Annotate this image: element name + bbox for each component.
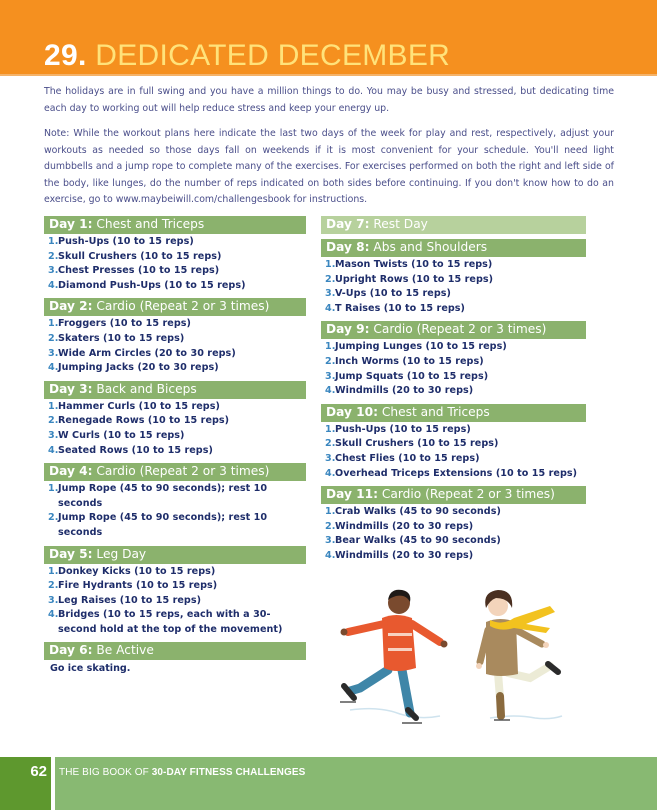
day-header: Day 2: Cardio (Repeat 2 or 3 times): [44, 298, 306, 316]
day-3-section: [44, 381, 306, 458]
exercise-item: 1. Mason Twists (10 to 15 reps): [325, 259, 493, 270]
exercise-item: 1. Push-Ups (10 to 15 reps): [325, 423, 471, 435]
exercise-item: 2. Windmills (20 to 30 reps): [325, 520, 474, 532]
ice-skaters-illustration: [330, 578, 570, 728]
exercise-item: 4. Bridges (10 to 15 reps, each with a 30-second hold at the top of the movement): [48, 609, 283, 635]
exercise-item: 2. Upright Rows (10 to 15 reps): [325, 273, 494, 285]
exercise-item: 2. Fire Hydrants (10 to 15 reps): [48, 580, 218, 592]
exercise-list: [44, 316, 306, 375]
exercise-item: 1. Crab Walks (45 to 90 seconds): [325, 506, 501, 518]
exercise-item: 2. Skull Crushers (10 to 15 reps): [48, 250, 222, 262]
exercise-item: 1. Jump Rope (45 to 90 seconds); rest 10 seconds: [48, 483, 268, 509]
exercise-item: 4. Windmills (20 to 30 reps): [325, 385, 474, 397]
exercise-item: 2. Skull Crushers (10 to 15 reps): [325, 438, 499, 450]
exercise-item: 4. Windmills (20 to 30 reps): [325, 549, 474, 561]
exercise-item: 2. Jump Rope (45 to 90 seconds); rest 10 seconds: [48, 512, 268, 538]
day-11-section: [321, 486, 586, 563]
exercise-item: 1. Push-Ups (10 to 15 reps): [48, 236, 194, 247]
page-title: [44, 38, 450, 74]
exercise-item: 2. Inch Worms (10 to 15 reps): [325, 355, 484, 367]
header-rule: [0, 74, 657, 76]
skater-man: [340, 590, 448, 723]
exercise-list: [321, 339, 586, 398]
exercise-item: 4. Jumping Jacks (20 to 30 reps): [48, 362, 219, 374]
exercise-item: 3. Chest Presses (10 to 15 reps): [48, 265, 220, 277]
day-10-section: [321, 404, 586, 481]
day-7-section: [321, 216, 586, 234]
day-4-section: [44, 463, 306, 540]
day-9-section: [321, 321, 586, 398]
exercise-item: 3. Chest Flies (10 to 15 reps): [325, 452, 480, 464]
day-1-section: [44, 216, 306, 293]
exercise-list: [44, 234, 306, 293]
footer-band: [55, 757, 657, 810]
challenge-number: 29.: [44, 39, 87, 72]
intro-text: [44, 84, 614, 218]
exercise-item: 1. Froggers (10 to 15 reps): [48, 318, 191, 330]
day-8-section: [321, 239, 586, 316]
exercise-list: [321, 257, 586, 316]
day-5-section: [44, 546, 306, 638]
exercise-list: [44, 399, 306, 458]
exercise-item: 3. V-Ups (10 to 15 reps): [325, 288, 451, 300]
exercise-item: 3. Wide Arm Circles (20 to 30 reps): [48, 347, 236, 359]
exercise-item: 2. Skaters (10 to 15 reps): [48, 332, 185, 344]
day-header: Day 11: Cardio (Repeat 2 or 3 times): [321, 486, 586, 504]
page-footer: [0, 757, 657, 810]
exercise-item: 3. Leg Raises (10 to 15 reps): [48, 594, 202, 606]
exercise-item: 3. Jump Squats (10 to 15 reps): [325, 370, 489, 382]
skater-woman: [476, 590, 558, 720]
exercise-item: 1. Donkey Kicks (10 to 15 reps): [48, 565, 216, 577]
exercise-list: [44, 481, 306, 540]
exercise-item: 4. Diamond Push-Ups (10 to 15 reps): [48, 279, 246, 291]
exercise-item: 4. Seated Rows (10 to 15 reps): [48, 444, 213, 456]
exercise-item: 3. W Curls (10 to 15 reps): [48, 429, 185, 441]
left-column: [44, 216, 306, 681]
day-6-section: [44, 642, 306, 676]
day-header: Day 4: Cardio (Repeat 2 or 3 times): [44, 463, 306, 481]
challenge-title: DEDICATED DECEMBER: [95, 39, 451, 72]
exercise-list: [44, 564, 306, 638]
exercise-item: 2. Renegade Rows (10 to 15 reps): [48, 415, 230, 427]
exercise-list: [321, 504, 586, 563]
day-header: Day 1: Chest and Triceps: [44, 216, 306, 234]
exercise-item: 4. T Raises (10 to 15 reps): [325, 302, 465, 314]
day-header: Day 5: Leg Day: [44, 546, 306, 564]
exercise-item: 1. Jumping Lunges (10 to 15 reps): [325, 341, 507, 353]
right-column: [321, 216, 586, 569]
day-header: Day 9: Cardio (Repeat 2 or 3 times): [321, 321, 586, 339]
exercise-item: 4. Overhead Triceps Extensions (10 to 15 reps): [325, 467, 578, 479]
day-header: Day 7: Rest Day: [321, 216, 586, 234]
page-number: 62: [30, 763, 47, 780]
exercise-list: [321, 422, 586, 481]
page-number-block: [0, 757, 51, 810]
activity-note: Go ice skating.: [50, 663, 131, 675]
day-header: Day 3: Back and Biceps: [44, 381, 306, 399]
intro-paragraph: The holidays are in full swing and you have a million things to do. You may be busy and stressed, but dedicating time each day to working out will help reduce stress and keep your energy up.: [44, 86, 614, 114]
day-header: Day 10: Chest and Triceps: [321, 404, 586, 422]
exercise-item: 3. Bear Walks (45 to 90 seconds): [325, 535, 501, 547]
note-paragraph: Note: While the workout plans here indicate the last two days of the week for play and rest, respectively, adjust your workouts as needed so those days fall on weekends if it is most convenient for your schedule. You'll need light dumbbells and a jump rope to complete many of the exercises. For exercises performed on both the right and left side of the body, like lunges, do the number of reps indicated on both sides before continuing. If you don't know how to do an exercise, go to www.maybeiwill.com/challengesbook for instructions.: [44, 128, 614, 205]
book-title: THE BIG BOOK OF 30-DAY FITNESS CHALLENGES: [59, 767, 306, 778]
day-2-section: [44, 298, 306, 375]
day-header: Day 6: Be Active: [44, 642, 306, 660]
exercise-item: 1. Hammer Curls (10 to 15 reps): [48, 400, 220, 412]
day-header: Day 8: Abs and Shoulders: [321, 239, 586, 257]
